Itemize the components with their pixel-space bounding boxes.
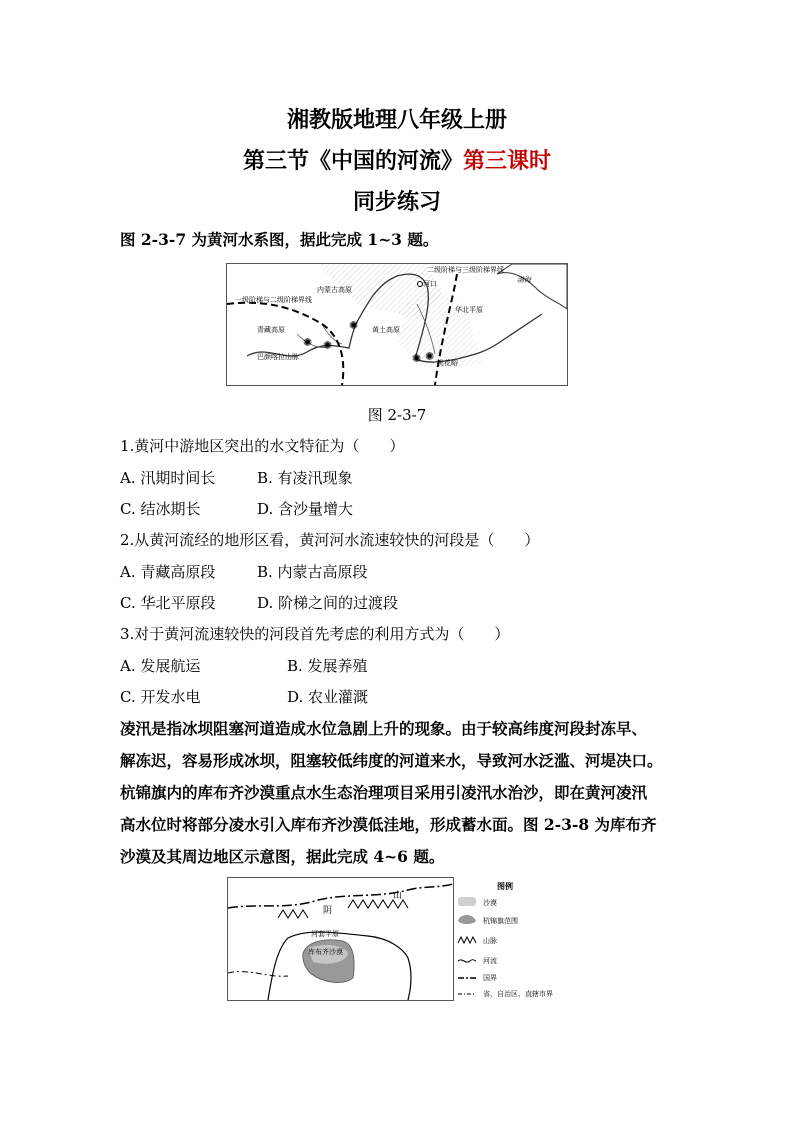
svg-text:✺: ✺ <box>425 350 435 363</box>
paragraph-line-3: 杭锦旗内的库布齐沙漠重点水生态治理项目采用引凌汛水治沙，即在黄河凌汛 <box>120 783 648 802</box>
q3-option-d: D. 农业灌溉 <box>287 688 369 706</box>
legend-svg <box>455 877 585 999</box>
q2-option-c: C. 华北平原段 <box>120 594 216 612</box>
legend-province: 省、自治区、直辖市界 <box>483 990 553 998</box>
label-huabei: 华北平原 <box>455 306 483 314</box>
label-huangtu: 黄土高原 <box>372 326 400 334</box>
national-border <box>228 884 453 908</box>
label-taohuayu: 桃花峪 <box>437 359 458 367</box>
legend-title: 图例 <box>497 882 513 891</box>
kubuqi-map <box>227 877 454 1001</box>
title-line-1: 湘教版地理八年级上册 <box>286 107 507 133</box>
title-lesson: 第三课时 <box>463 148 552 174</box>
legend-hangjin-swatch <box>458 915 476 924</box>
paragraph-line-1: 凌汛是指冰坝阻塞河道造成水位急剧上升的现象。由于较高纬度河段封冻早、 <box>120 719 648 738</box>
q3-option-c: C. 开发水电 <box>120 688 201 706</box>
q3-option-b: B. 发展养殖 <box>287 657 368 675</box>
map2-legend <box>455 877 585 999</box>
q3-option-a: A. 发展航运 <box>120 657 201 675</box>
kubuqi-map-svg <box>228 878 453 1000</box>
q2-option-d: D. 阶梯之间的过渡段 <box>257 594 399 612</box>
label-boundary-2: 二级阶梯与三级阶梯界线 <box>427 266 504 274</box>
legend-desert: 沙漠 <box>483 899 497 907</box>
legend-border: 国界 <box>483 974 497 982</box>
intro-1: 图 2-3-7 为黄河水系图，据此完成 1~3 题。 <box>120 230 439 249</box>
paragraph-line-5: 沙漠及其周边地区示意图，据此完成 4~6 题。 <box>120 847 445 866</box>
map1-caption: 图 2-3-7 <box>367 406 427 424</box>
coastline <box>497 264 567 309</box>
label-bohai: 渤海 <box>517 276 531 284</box>
q1-stem: 1.黄河中游地区突出的水文特征为（ ） <box>120 437 405 455</box>
q1-option-a: A. 汛期时间长 <box>120 469 216 487</box>
q1-option-d: D. 含沙量增大 <box>257 500 354 518</box>
legend-desert-swatch <box>458 897 476 906</box>
paragraph-line-2: 解冻迟，容易形成冰坝，阻塞较低纬度的河道来水，导致河水泛滥、河堤决口。 <box>120 751 663 770</box>
label-qingzang: 青藏高原 <box>257 326 285 334</box>
svg-text:✺: ✺ <box>412 352 422 365</box>
label-hekou: 河口 <box>423 280 437 288</box>
label-bayan: 巴颜喀拉山脉 <box>257 353 299 361</box>
svg-text:✺: ✺ <box>349 319 359 332</box>
q1-option-c: C. 结冰期长 <box>120 500 201 518</box>
yellow-river-map <box>226 263 568 386</box>
label-shan: 山 <box>393 891 403 901</box>
label-hetao: 河套平原 <box>311 930 339 938</box>
label-boundary-1: 一级阶梯与二级阶梯界线 <box>235 296 312 304</box>
legend-river: 河流 <box>483 957 497 965</box>
q1-option-b: B. 有凌汛现象 <box>257 469 353 487</box>
mountain-range <box>278 900 408 918</box>
title-section: 第三节《中国的河流》 <box>242 148 463 174</box>
legend-mountain: 山脉 <box>483 937 497 945</box>
svg-text:✺: ✺ <box>323 339 333 352</box>
legend-mountain-swatch <box>458 937 476 943</box>
title-line-3: 同步练习 <box>352 189 441 215</box>
q2-option-a: A. 青藏高原段 <box>120 563 216 581</box>
q2-option-b: B. 内蒙古高原段 <box>257 563 368 581</box>
q3-stem: 3.对于黄河流速较快的河段首先考虑的利用方式为（ ） <box>120 625 510 643</box>
label-yin: 阴 <box>323 906 333 916</box>
province-boundary <box>228 972 288 977</box>
yellow-river-map-svg <box>227 264 567 385</box>
q2-stem: 2.从黄河流经的地形区看，黄河河水流速较快的河段是（ ） <box>120 531 540 549</box>
svg-text:✺: ✺ <box>303 336 313 349</box>
title-line-2 <box>0 144 794 175</box>
paragraph-line-4: 高水位时将部分凌水引入库布齐沙漠低洼地，形成蓄水面。图 2-3-8 为库布齐 <box>120 815 657 834</box>
legend-river-swatch <box>458 960 476 962</box>
label-kubuqi: 库布齐沙漠 <box>308 948 343 956</box>
label-nei-menggu: 内蒙古高原 <box>317 286 352 294</box>
legend-hangjin: 杭锦旗范围 <box>483 917 518 925</box>
